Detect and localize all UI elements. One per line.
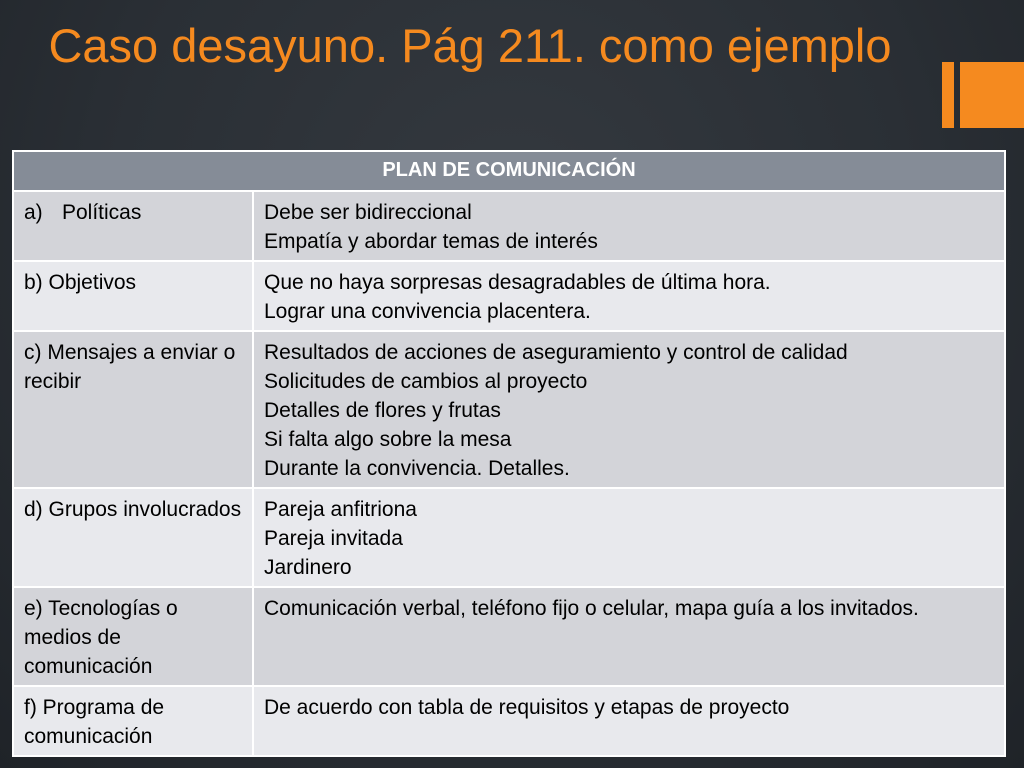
communication-plan-table: [12, 150, 1006, 757]
content-line: Solicitudes de cambios al proyecto: [264, 370, 588, 393]
content-line: Comunicación verbal, teléfono fijo o celular, mapa guía a los invitados.: [264, 597, 919, 620]
content-line: Detalles de flores y frutas: [264, 399, 501, 422]
content-line: Si falta algo sobre la mesa: [264, 428, 512, 451]
row-content: [253, 261, 1005, 331]
row-label-objetivos: b) Objetivos: [13, 261, 253, 331]
table-header: PLAN DE COMUNICACIÓN: [13, 151, 1005, 191]
decorative-accent-bars: [942, 62, 1024, 128]
table-row: [13, 191, 1005, 261]
content-line: Jardinero: [264, 556, 352, 579]
row-label-text: Políticas: [62, 201, 142, 224]
table-row: [13, 488, 1005, 587]
content-line: Que no haya sorpresas desagradables de última hora.: [264, 271, 771, 294]
content-line: Durante la convivencia. Detalles.: [264, 457, 570, 480]
table-row: [13, 686, 1005, 756]
content-line: Lograr una convivencia placentera.: [264, 300, 591, 323]
row-label-programa: f) Programa de comunicación: [13, 686, 253, 756]
table-row: [13, 261, 1005, 331]
row-content: [253, 587, 1005, 686]
content-line: Debe ser bidireccional: [264, 201, 472, 224]
row-content: [253, 331, 1005, 488]
table-row: [13, 587, 1005, 686]
accent-bar-thin: [942, 62, 954, 128]
row-label-politicas: [13, 191, 253, 261]
row-label-mensajes: c) Mensajes a enviar o recibir: [13, 331, 253, 488]
row-content: [253, 686, 1005, 756]
content-line: Pareja invitada: [264, 527, 403, 550]
content-line: De acuerdo con tabla de requisitos y etapas de proyecto: [264, 696, 790, 719]
row-label-grupos: d) Grupos involucrados: [13, 488, 253, 587]
content-line: Pareja anfitriona: [264, 498, 417, 521]
content-line: Resultados de acciones de aseguramiento y control de calidad: [264, 341, 848, 364]
communication-plan-table-container: [12, 150, 1004, 757]
row-letter: a): [24, 201, 43, 224]
content-line: Empatía y abordar temas de interés: [264, 230, 598, 253]
accent-bar-wide: [960, 62, 1024, 128]
row-content: [253, 191, 1005, 261]
slide-title: Caso desayuno. Pág 211. como ejemplo: [48, 19, 892, 72]
row-label-tecnologias: e) Tecnologías o medios de comunicación: [13, 587, 253, 686]
row-content: [253, 488, 1005, 587]
table-row: [13, 331, 1005, 488]
